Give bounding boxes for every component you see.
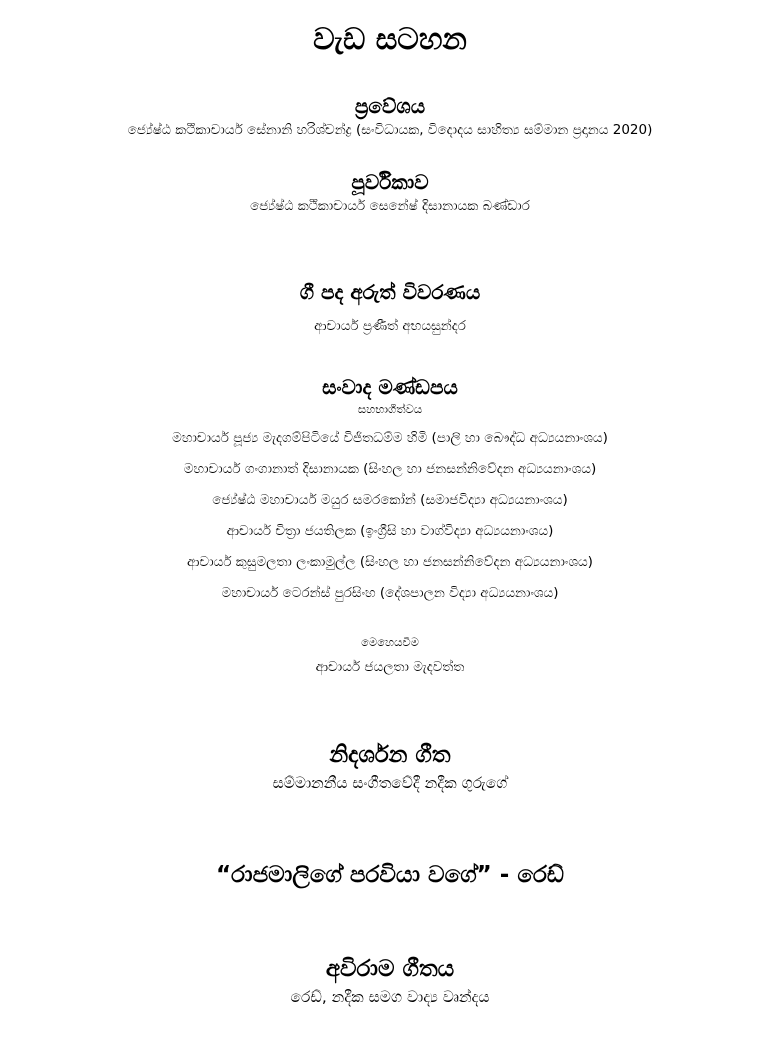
lyrics-explanation-heading: ගී පද අරුත් විවරණය <box>299 280 481 304</box>
continuous-song-heading: අවිරාම ගීතය <box>325 956 455 982</box>
panel-moderator: ආචාර්ය ජයලතා මැදවත්ත <box>315 659 465 675</box>
panel-heading: සංවාද මණ්ඩපය <box>322 375 458 399</box>
continuous-song-performer: රෙඩ්, නදීක සමග වාද්‍ය වෘන්දය <box>290 988 490 1006</box>
demo-song-performer: සම්මානනීය සංගීතවේදී නදීක ගුරුගේ <box>272 774 508 792</box>
lyrics-explanation-speaker: ආචාර්ය ප්‍රණීත් අභයසුන්දර <box>314 318 466 334</box>
demo-song-title: “රාජමාලිගේ පරවියා වගේ” - රෙඩ් <box>216 862 564 888</box>
panel-participants-label: සහභාගීත්වය <box>357 402 423 416</box>
panel-participant: මහාචාර්ය ගංගානාත් දිසානායක (සිංහල හා ජනසන්නිවේදන අධ්‍යයනාංශය) <box>183 461 597 477</box>
preface-heading: පූර්විකාව <box>351 170 429 194</box>
panel-participant: මහාචාර්ය ටෙරන්ස් පුරසිංහ (දේශපාලන විද්‍යා අධ්‍යයනාංශය) <box>221 585 559 601</box>
demo-song-heading: නිදර්ශන ගීත <box>329 742 451 768</box>
preface-speaker: ජ්‍යේෂ්ඨ කථිකාචාර්ය සෙනේෂ් දිසානායක බණ්ඩාර <box>250 198 530 214</box>
panel-participant: ජ්‍යේෂ්ඨ මහාචාර්ය මයුර සමරකෝන් (සමාජවිද්‍යා අධ්‍යයනාංශය) <box>212 492 568 508</box>
panel-participant: මහාචාර්ය පූජ්‍ය මැදගම්පිටියේ විජිතධම්ම හිමි (පාලි හා බෞද්ධ අධ්‍යයනාංශය) <box>172 430 608 446</box>
page-title: වැඩ සටහන <box>313 22 467 57</box>
panel-participant: ආචාර්ය චිත්‍රා ජයතිලක (ඉංග්‍රීසි හා වාග්විද්‍යා අධ්‍යයනාංශය) <box>226 523 554 539</box>
panel-participant: ආචාර්ය කුසුමලතා ලංකාමුල්ල (සිංහල හා ජනසන්නිවේදන අධ්‍යයනාංශය) <box>187 554 593 570</box>
panel-moderator-label: මෙහෙයවීම <box>361 635 419 649</box>
introduction-heading: ප්‍රවේශය <box>354 94 426 118</box>
introduction-speaker: ජ්‍යේෂ්ඨ කථිකාචාර්ය සේනානි හරිශ්චන්ද්‍ර (සංවිධායක, විදෙ‍ාදය සාහිත්‍ය සම්මාන ප්‍රදානය 2020) <box>127 122 653 138</box>
